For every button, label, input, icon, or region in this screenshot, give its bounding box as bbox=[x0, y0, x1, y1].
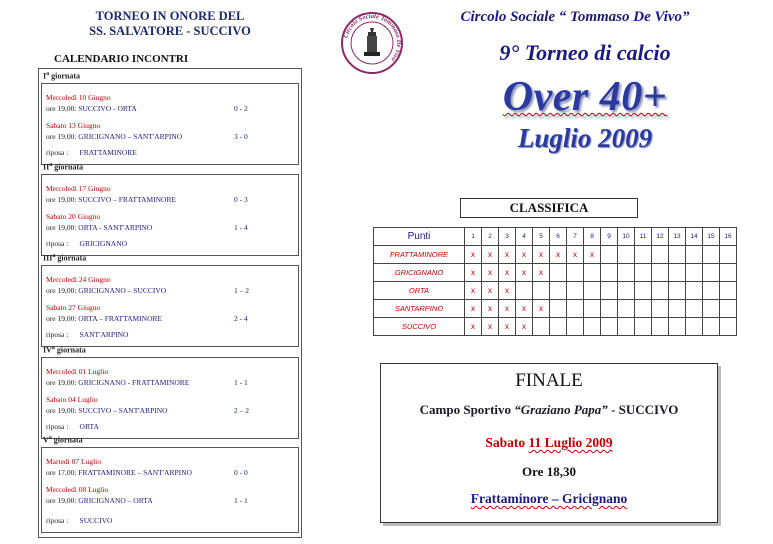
standings-row bbox=[374, 246, 737, 264]
giornata-number: V bbox=[43, 435, 49, 445]
empty-cell bbox=[652, 318, 669, 336]
point-mark: x bbox=[465, 282, 482, 300]
riposa-label: riposa : bbox=[46, 330, 69, 339]
tournament-title bbox=[40, 9, 300, 39]
match-score: 0 - 2 bbox=[234, 104, 248, 113]
match-date: Sabato 20 Giugno bbox=[46, 212, 101, 221]
point-mark: x bbox=[533, 246, 550, 264]
empty-cell bbox=[669, 300, 686, 318]
giornata-label bbox=[43, 253, 86, 263]
empty-cell bbox=[618, 300, 635, 318]
point-mark: x bbox=[465, 264, 482, 282]
match-time: ore 19,00: bbox=[46, 286, 77, 295]
standings-column-header: 4 bbox=[516, 228, 533, 246]
empty-cell bbox=[550, 282, 567, 300]
empty-cell bbox=[533, 318, 550, 336]
empty-cell bbox=[703, 264, 720, 282]
giornata-sup: a bbox=[52, 253, 56, 259]
match-time: ore 19,00: bbox=[46, 314, 77, 323]
match-score: 0 - 0 bbox=[234, 468, 248, 477]
riposa-label: riposa : bbox=[46, 239, 69, 248]
standings-team: SUCCIVO bbox=[374, 318, 465, 336]
match-date: Mercoledì 17 Giugno bbox=[46, 184, 111, 193]
match-time: ore 17,00: bbox=[46, 468, 77, 477]
standings-column-header: 11 bbox=[635, 228, 652, 246]
match-teams: SUCCIVO – FRATTAMINORE bbox=[78, 195, 177, 204]
match-teams: GRICIGNANO – ORTA bbox=[78, 496, 153, 505]
match-score: 3 - 0 bbox=[234, 132, 248, 141]
standings-column-header: 14 bbox=[686, 228, 703, 246]
riposa-team: ORTA bbox=[79, 422, 99, 431]
giornata-number: III bbox=[43, 253, 53, 263]
point-mark: x bbox=[533, 300, 550, 318]
empty-cell bbox=[635, 246, 652, 264]
match-time: ore 19,00: bbox=[46, 195, 77, 204]
club-name: Circolo Sociale “ Tommaso De Vivo” bbox=[460, 9, 690, 25]
riposa-team: FRATTAMINORE bbox=[79, 148, 137, 157]
point-mark: x bbox=[499, 282, 516, 300]
venue-suffix: - SUCCIVO bbox=[607, 402, 679, 417]
match-line bbox=[46, 132, 182, 141]
empty-cell bbox=[669, 282, 686, 300]
standings-column-header: 5 bbox=[533, 228, 550, 246]
standings-column-header: 15 bbox=[703, 228, 720, 246]
standings-title: CLASSIFICA bbox=[460, 198, 638, 218]
point-mark: x bbox=[482, 246, 499, 264]
empty-cell bbox=[584, 264, 601, 282]
month-title: Luglio 2009 bbox=[517, 123, 653, 153]
giornata-word: giornata bbox=[57, 253, 87, 263]
empty-cell bbox=[652, 264, 669, 282]
empty-cell bbox=[584, 282, 601, 300]
empty-cell bbox=[703, 318, 720, 336]
match-score: 2 - 4 bbox=[234, 314, 248, 323]
final-match bbox=[381, 491, 717, 507]
final-title: FINALE bbox=[515, 370, 583, 391]
empty-cell bbox=[652, 282, 669, 300]
giornata-box bbox=[41, 83, 299, 165]
giornata-number: IV bbox=[43, 345, 52, 355]
match-line bbox=[46, 378, 189, 387]
giornata-label bbox=[43, 345, 86, 355]
match-date: Martedì 07 Luglio bbox=[46, 457, 101, 466]
riposa-label: riposa : bbox=[46, 516, 69, 525]
riposa-line bbox=[46, 239, 127, 248]
standings-column-header: 1 bbox=[465, 228, 482, 246]
match-teams: GRICIGNANO – SUCCIVO bbox=[78, 286, 167, 295]
empty-cell bbox=[618, 318, 635, 336]
standings-column-header: 3 bbox=[499, 228, 516, 246]
standings-column-header: 8 bbox=[584, 228, 601, 246]
riposa-line bbox=[46, 148, 137, 157]
match-time: ore 19,00: bbox=[46, 378, 77, 387]
match-time: ore 19,00: bbox=[46, 104, 77, 113]
match-teams: ORTA – FRATTAMINORE bbox=[78, 314, 163, 323]
empty-cell bbox=[669, 318, 686, 336]
standings-header-row bbox=[374, 228, 737, 246]
match-line bbox=[46, 223, 152, 232]
standings-team: SANTARPINO bbox=[374, 300, 465, 318]
match-date: Mercoledì 01 Luglio bbox=[46, 367, 109, 376]
match-date: Sabato 04 Luglio bbox=[46, 395, 98, 404]
tournament-title-line2: SS. SALVATORE - SUCCIVO bbox=[89, 24, 251, 38]
standings-column-header: 12 bbox=[652, 228, 669, 246]
standings-team: GRICIGNANO bbox=[374, 264, 465, 282]
match-teams: GRICIGNANO - FRATTAMINORE bbox=[78, 378, 190, 387]
empty-cell bbox=[720, 318, 737, 336]
empty-cell bbox=[584, 300, 601, 318]
standings-column-header: 13 bbox=[669, 228, 686, 246]
empty-cell bbox=[686, 282, 703, 300]
match-date: Mercoledì 24 Giugno bbox=[46, 275, 111, 284]
empty-cell bbox=[516, 282, 533, 300]
empty-cell bbox=[533, 282, 550, 300]
giornata-number: I bbox=[43, 71, 47, 81]
point-mark: x bbox=[516, 246, 533, 264]
riposa-team: SUCCIVO bbox=[79, 516, 113, 525]
match-line bbox=[46, 104, 137, 113]
match-line bbox=[46, 286, 166, 295]
match-teams: SUCCIVO - ORTA bbox=[78, 104, 137, 113]
standings-table bbox=[373, 227, 737, 336]
empty-cell bbox=[720, 300, 737, 318]
match-score: 0 - 3 bbox=[234, 195, 248, 204]
tournament-title-line1: TORNEO IN ONORE DEL bbox=[95, 9, 245, 23]
final-venue bbox=[381, 402, 717, 418]
empty-cell bbox=[703, 282, 720, 300]
empty-cell bbox=[635, 300, 652, 318]
standings-column-header: 2 bbox=[482, 228, 499, 246]
point-mark: x bbox=[516, 318, 533, 336]
match-score: 1 - 1 bbox=[234, 496, 248, 505]
empty-cell bbox=[601, 246, 618, 264]
riposa-line bbox=[46, 330, 128, 339]
empty-cell bbox=[567, 264, 584, 282]
empty-cell bbox=[686, 246, 703, 264]
match-line bbox=[46, 406, 168, 415]
riposa-line bbox=[46, 422, 99, 431]
category-title bbox=[470, 73, 700, 121]
riposa-label: riposa : bbox=[46, 148, 69, 157]
empty-cell bbox=[703, 300, 720, 318]
match-line bbox=[46, 195, 176, 204]
match-time: ore 19,00: bbox=[46, 406, 77, 415]
empty-cell bbox=[703, 246, 720, 264]
match-teams: ORTA - SANT'ARPINO bbox=[78, 223, 153, 232]
category-text: Over 40+ bbox=[502, 74, 668, 120]
giornata-word: giornata bbox=[54, 162, 84, 172]
empty-cell bbox=[720, 246, 737, 264]
match-line bbox=[46, 314, 162, 323]
standings-team: ORTA bbox=[374, 282, 465, 300]
empty-cell bbox=[652, 300, 669, 318]
point-mark: x bbox=[550, 246, 567, 264]
giornata-word: giornata bbox=[51, 71, 81, 81]
calendar-title: CALENDARIO INCONTRI bbox=[54, 53, 189, 65]
point-mark: x bbox=[482, 264, 499, 282]
standings-team: FRATTAMINORE bbox=[374, 246, 465, 264]
point-mark: x bbox=[499, 246, 516, 264]
venue-prefix: Campo Sportivo bbox=[419, 402, 515, 417]
point-mark: x bbox=[533, 264, 550, 282]
match-score: 1 - 1 bbox=[234, 378, 248, 387]
giornata-box bbox=[41, 357, 299, 439]
standings-column-header: 9 bbox=[601, 228, 618, 246]
empty-cell bbox=[720, 282, 737, 300]
empty-cell bbox=[567, 282, 584, 300]
empty-cell bbox=[550, 264, 567, 282]
empty-cell bbox=[584, 318, 601, 336]
giornata-box bbox=[41, 447, 299, 533]
empty-cell bbox=[635, 282, 652, 300]
match-teams: GRICIGNANO – SANT'ARPINO bbox=[78, 132, 183, 141]
final-time: Ore 18,30 bbox=[522, 464, 576, 479]
empty-cell bbox=[635, 264, 652, 282]
giornata-word: giornata bbox=[53, 435, 83, 445]
point-mark: x bbox=[499, 300, 516, 318]
match-date: Mercoledì 10 Giugno bbox=[46, 93, 111, 102]
match-time: ore 19,00: bbox=[46, 496, 77, 505]
standings-column-header: 6 bbox=[550, 228, 567, 246]
tournament-edition: 9° Torneo di calcio bbox=[499, 40, 671, 65]
empty-cell bbox=[686, 264, 703, 282]
point-mark: x bbox=[584, 246, 601, 264]
match-teams: FRATTAMINORE – SANT'ARPINO bbox=[78, 468, 192, 477]
empty-cell bbox=[567, 318, 584, 336]
riposa-team: SANT'ARPINO bbox=[79, 330, 129, 339]
match-line bbox=[46, 468, 192, 477]
giornata-box bbox=[41, 174, 299, 256]
point-mark: x bbox=[482, 282, 499, 300]
standings-row bbox=[374, 300, 737, 318]
match-score: 2 – 2 bbox=[234, 406, 249, 415]
venue-name: “Graziano Papa” bbox=[514, 402, 608, 417]
point-mark: x bbox=[465, 300, 482, 318]
match-time: ore 19,00: bbox=[46, 223, 77, 232]
point-mark: x bbox=[465, 318, 482, 336]
point-mark: x bbox=[499, 264, 516, 282]
riposa-line bbox=[46, 516, 112, 525]
standings-column-header: 16 bbox=[720, 228, 737, 246]
empty-cell bbox=[550, 318, 567, 336]
giornata-word: giornata bbox=[56, 345, 86, 355]
empty-cell bbox=[601, 318, 618, 336]
final-match-text: Frattaminore – Gricignano bbox=[470, 491, 628, 506]
empty-cell bbox=[686, 318, 703, 336]
empty-cell bbox=[669, 246, 686, 264]
giornata-sup: a bbox=[48, 435, 52, 441]
match-date: Sabato 27 Giugno bbox=[46, 303, 101, 312]
match-line bbox=[46, 496, 153, 505]
standings-column-header: 10 bbox=[618, 228, 635, 246]
club-logo bbox=[340, 8, 404, 78]
final-date bbox=[381, 435, 717, 451]
empty-cell bbox=[618, 282, 635, 300]
empty-cell bbox=[686, 300, 703, 318]
riposa-team: GRICIGNANO bbox=[79, 239, 128, 248]
standings-row bbox=[374, 264, 737, 282]
point-mark: x bbox=[499, 318, 516, 336]
giornata-sup: a bbox=[49, 162, 53, 168]
giornata-sup: a bbox=[46, 71, 50, 77]
match-score: 1 - 4 bbox=[234, 223, 248, 232]
point-mark: x bbox=[516, 300, 533, 318]
final-box bbox=[380, 363, 718, 523]
empty-cell bbox=[567, 300, 584, 318]
standings-row bbox=[374, 318, 737, 336]
empty-cell bbox=[601, 300, 618, 318]
logo-text: Circolo Sociale Tommaso De Vivo bbox=[342, 12, 403, 63]
point-mark: x bbox=[516, 264, 533, 282]
final-date-day: Sabato bbox=[485, 435, 529, 450]
giornata-box bbox=[41, 265, 299, 347]
standings-header-label: Punti bbox=[374, 228, 465, 246]
giornata-label bbox=[43, 435, 83, 445]
standings-row bbox=[374, 282, 737, 300]
point-mark: x bbox=[482, 300, 499, 318]
match-time: ore 19,00: bbox=[46, 132, 77, 141]
empty-cell bbox=[618, 264, 635, 282]
giornata-number: II bbox=[43, 162, 50, 172]
point-mark: x bbox=[482, 318, 499, 336]
empty-cell bbox=[720, 264, 737, 282]
match-teams: SUCCIVO – SANT'ARPINO bbox=[78, 406, 168, 415]
empty-cell bbox=[550, 300, 567, 318]
calendar-panel bbox=[38, 68, 302, 538]
match-score: 1 – 2 bbox=[234, 286, 249, 295]
final-date-rest: 11 Luglio 2009 bbox=[528, 435, 613, 450]
empty-cell bbox=[601, 264, 618, 282]
match-date: Sabato 13 Giugno bbox=[46, 121, 101, 130]
point-mark: x bbox=[567, 246, 584, 264]
empty-cell bbox=[601, 282, 618, 300]
giornata-label bbox=[43, 162, 83, 172]
standings-column-header: 7 bbox=[567, 228, 584, 246]
empty-cell bbox=[669, 264, 686, 282]
empty-cell bbox=[635, 318, 652, 336]
point-mark: x bbox=[465, 246, 482, 264]
riposa-label: riposa : bbox=[46, 422, 69, 431]
empty-cell bbox=[618, 246, 635, 264]
empty-cell bbox=[652, 246, 669, 264]
giornata-sup: a bbox=[51, 345, 55, 351]
giornata-label bbox=[43, 71, 80, 81]
match-date: Mercoledì 08 Luglio bbox=[46, 485, 109, 494]
